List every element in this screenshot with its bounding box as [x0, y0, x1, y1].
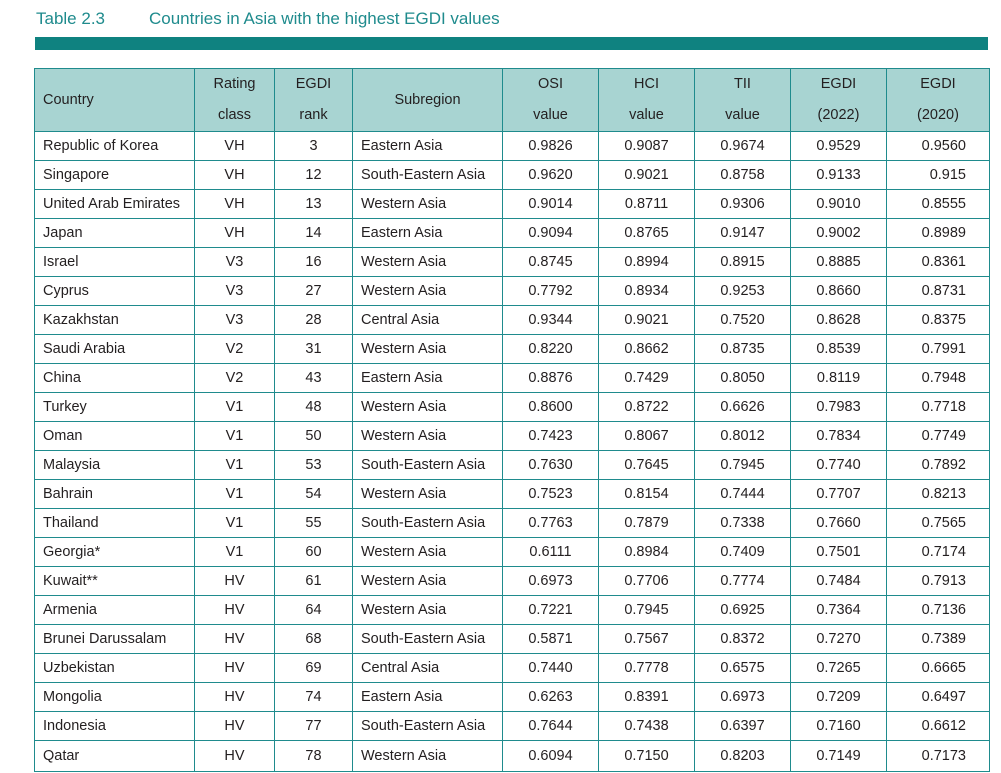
egdi-2020-cell: 0.7173 [887, 741, 990, 772]
country-cell: Oman [35, 422, 195, 451]
subregion-cell: Eastern Asia [353, 219, 503, 248]
osi-value-cell: 0.7630 [503, 451, 599, 480]
table-row [35, 364, 990, 393]
egdi-2022-cell: 0.7983 [791, 393, 887, 422]
header-osi-value: OSI value [503, 69, 599, 132]
egdi-2020-cell: 0.7749 [887, 422, 990, 451]
egdi-rank-cell: 28 [275, 306, 353, 335]
table-row [35, 132, 990, 161]
tii-value-cell: 0.9674 [695, 132, 791, 161]
table-row [35, 335, 990, 364]
egdi-2022-cell: 0.7270 [791, 625, 887, 654]
tii-value-cell: 0.9147 [695, 219, 791, 248]
country-cell: Georgia* [35, 538, 195, 567]
table-row [35, 393, 990, 422]
table-row [35, 277, 990, 306]
country-cell: Malaysia [35, 451, 195, 480]
hci-value-cell: 0.8154 [599, 480, 695, 509]
egdi-2020-cell: 0.7565 [887, 509, 990, 538]
table-number: Table 2.3 [36, 9, 105, 28]
egdi-rank-cell: 12 [275, 161, 353, 190]
hci-value-cell: 0.7438 [599, 712, 695, 741]
osi-value-cell: 0.7221 [503, 596, 599, 625]
tii-value-cell: 0.7520 [695, 306, 791, 335]
subregion-cell: Eastern Asia [353, 132, 503, 161]
egdi-rank-cell: 3 [275, 132, 353, 161]
egdi-rank-cell: 53 [275, 451, 353, 480]
subregion-cell: Western Asia [353, 596, 503, 625]
rating-class-cell: VH [195, 132, 275, 161]
table-row [35, 422, 990, 451]
osi-value-cell: 0.7523 [503, 480, 599, 509]
subregion-cell: Eastern Asia [353, 364, 503, 393]
table-row [35, 509, 990, 538]
tii-value-cell: 0.9306 [695, 190, 791, 219]
country-cell: Cyprus [35, 277, 195, 306]
egdi-2020-cell: 0.8375 [887, 306, 990, 335]
country-cell: Saudi Arabia [35, 335, 195, 364]
subregion-cell: Eastern Asia [353, 683, 503, 712]
tii-value-cell: 0.8758 [695, 161, 791, 190]
table-row [35, 451, 990, 480]
egdi-rank-cell: 50 [275, 422, 353, 451]
hci-value-cell: 0.7645 [599, 451, 695, 480]
rating-class-cell: HV [195, 741, 275, 772]
osi-value-cell: 0.6111 [503, 538, 599, 567]
subregion-cell: Central Asia [353, 306, 503, 335]
rating-class-cell: HV [195, 654, 275, 683]
egdi-2020-cell: 0.9560 [887, 132, 990, 161]
country-cell: Qatar [35, 741, 195, 772]
table-row [35, 190, 990, 219]
egdi-2020-cell: 0.7991 [887, 335, 990, 364]
header-row [35, 69, 990, 132]
rating-class-cell: HV [195, 596, 275, 625]
egdi-2020-cell: 0.915 [887, 161, 990, 190]
header-egdi-2020: EGDI (2020) [887, 69, 990, 132]
tii-value-cell: 0.7945 [695, 451, 791, 480]
rating-class-cell: HV [195, 567, 275, 596]
egdi-2020-cell: 0.6612 [887, 712, 990, 741]
header-rating-class: Rating class [195, 69, 275, 132]
rating-class-cell: V1 [195, 393, 275, 422]
osi-value-cell: 0.5871 [503, 625, 599, 654]
hci-value-cell: 0.7150 [599, 741, 695, 772]
egdi-2022-cell: 0.7707 [791, 480, 887, 509]
egdi-2022-cell: 0.7160 [791, 712, 887, 741]
egdi-2022-cell: 0.7740 [791, 451, 887, 480]
hci-value-cell: 0.9087 [599, 132, 695, 161]
egdi-2020-cell: 0.8213 [887, 480, 990, 509]
egdi-rank-cell: 31 [275, 335, 353, 364]
egdi-2022-cell: 0.9010 [791, 190, 887, 219]
egdi-2020-cell: 0.8361 [887, 248, 990, 277]
country-cell: Turkey [35, 393, 195, 422]
osi-value-cell: 0.9344 [503, 306, 599, 335]
tii-value-cell: 0.8735 [695, 335, 791, 364]
subregion-cell: Central Asia [353, 654, 503, 683]
osi-value-cell: 0.9826 [503, 132, 599, 161]
country-cell: Israel [35, 248, 195, 277]
rating-class-cell: V1 [195, 538, 275, 567]
rating-class-cell: HV [195, 625, 275, 654]
egdi-2022-cell: 0.8660 [791, 277, 887, 306]
egdi-rank-cell: 14 [275, 219, 353, 248]
egdi-rank-cell: 27 [275, 277, 353, 306]
rating-class-cell: V3 [195, 248, 275, 277]
osi-value-cell: 0.7763 [503, 509, 599, 538]
osi-value-cell: 0.6094 [503, 741, 599, 772]
egdi-2022-cell: 0.7484 [791, 567, 887, 596]
table-row [35, 596, 990, 625]
tii-value-cell: 0.8050 [695, 364, 791, 393]
egdi-2020-cell: 0.8731 [887, 277, 990, 306]
tii-value-cell: 0.7774 [695, 567, 791, 596]
subregion-cell: Western Asia [353, 277, 503, 306]
country-cell: Thailand [35, 509, 195, 538]
tii-value-cell: 0.7409 [695, 538, 791, 567]
hci-value-cell: 0.8994 [599, 248, 695, 277]
subregion-cell: Western Asia [353, 335, 503, 364]
table-row [35, 480, 990, 509]
subregion-cell: South-Eastern Asia [353, 625, 503, 654]
tii-value-cell: 0.8012 [695, 422, 791, 451]
osi-value-cell: 0.8745 [503, 248, 599, 277]
egdi-2022-cell: 0.7149 [791, 741, 887, 772]
hci-value-cell: 0.9021 [599, 161, 695, 190]
hci-value-cell: 0.8391 [599, 683, 695, 712]
egdi-rank-cell: 13 [275, 190, 353, 219]
hci-value-cell: 0.8711 [599, 190, 695, 219]
egdi-rank-cell: 43 [275, 364, 353, 393]
egdi-2022-cell: 0.8119 [791, 364, 887, 393]
subregion-cell: Western Asia [353, 538, 503, 567]
hci-value-cell: 0.7778 [599, 654, 695, 683]
rating-class-cell: V2 [195, 364, 275, 393]
hci-value-cell: 0.8662 [599, 335, 695, 364]
egdi-rank-cell: 16 [275, 248, 353, 277]
subregion-cell: Western Asia [353, 393, 503, 422]
rating-class-cell: VH [195, 219, 275, 248]
egdi-2020-cell: 0.7718 [887, 393, 990, 422]
table-row [35, 625, 990, 654]
egdi-rank-cell: 60 [275, 538, 353, 567]
subregion-cell: South-Eastern Asia [353, 712, 503, 741]
osi-value-cell: 0.7792 [503, 277, 599, 306]
title-rule [35, 37, 988, 50]
egdi-2020-cell: 0.7913 [887, 567, 990, 596]
egdi-rank-cell: 61 [275, 567, 353, 596]
rating-class-cell: V1 [195, 451, 275, 480]
rating-class-cell: VH [195, 161, 275, 190]
egdi-2020-cell: 0.6665 [887, 654, 990, 683]
egdi-rank-cell: 54 [275, 480, 353, 509]
tii-value-cell: 0.6973 [695, 683, 791, 712]
osi-value-cell: 0.8876 [503, 364, 599, 393]
header-egdi-rank: EGDI rank [275, 69, 353, 132]
header-country: Country [35, 69, 195, 132]
rating-class-cell: V1 [195, 480, 275, 509]
osi-value-cell: 0.9014 [503, 190, 599, 219]
country-cell: Singapore [35, 161, 195, 190]
rating-class-cell: V3 [195, 277, 275, 306]
hci-value-cell: 0.8934 [599, 277, 695, 306]
header-egdi-2022: EGDI (2022) [791, 69, 887, 132]
tii-value-cell: 0.8203 [695, 741, 791, 772]
subregion-cell: Western Asia [353, 248, 503, 277]
egdi-2022-cell: 0.7834 [791, 422, 887, 451]
table-row [35, 248, 990, 277]
osi-value-cell: 0.9620 [503, 161, 599, 190]
table-row [35, 741, 990, 772]
subregion-cell: Western Asia [353, 567, 503, 596]
egdi-2022-cell: 0.8539 [791, 335, 887, 364]
egdi-2022-cell: 0.8885 [791, 248, 887, 277]
egdi-2020-cell: 0.8555 [887, 190, 990, 219]
subregion-cell: Western Asia [353, 741, 503, 772]
rating-class-cell: V3 [195, 306, 275, 335]
subregion-cell: Western Asia [353, 190, 503, 219]
table-row [35, 538, 990, 567]
egdi-2020-cell: 0.7136 [887, 596, 990, 625]
egdi-2022-cell: 0.7364 [791, 596, 887, 625]
subregion-cell: South-Eastern Asia [353, 161, 503, 190]
subregion-cell: South-Eastern Asia [353, 509, 503, 538]
osi-value-cell: 0.6973 [503, 567, 599, 596]
osi-value-cell: 0.7644 [503, 712, 599, 741]
subregion-cell: Western Asia [353, 480, 503, 509]
osi-value-cell: 0.8220 [503, 335, 599, 364]
country-cell: Uzbekistan [35, 654, 195, 683]
country-cell: Republic of Korea [35, 132, 195, 161]
egdi-2022-cell: 0.7209 [791, 683, 887, 712]
header-hci-value: HCI value [599, 69, 695, 132]
osi-value-cell: 0.9094 [503, 219, 599, 248]
egdi-rank-cell: 68 [275, 625, 353, 654]
egdi-rank-cell: 74 [275, 683, 353, 712]
tii-value-cell: 0.6397 [695, 712, 791, 741]
country-cell: Armenia [35, 596, 195, 625]
egdi-2022-cell: 0.9133 [791, 161, 887, 190]
country-cell: United Arab Emirates [35, 190, 195, 219]
hci-value-cell: 0.7429 [599, 364, 695, 393]
country-cell: Japan [35, 219, 195, 248]
tii-value-cell: 0.8915 [695, 248, 791, 277]
country-cell: Bahrain [35, 480, 195, 509]
tii-value-cell: 0.6626 [695, 393, 791, 422]
table-row [35, 712, 990, 741]
rating-class-cell: HV [195, 683, 275, 712]
country-cell: China [35, 364, 195, 393]
hci-value-cell: 0.8765 [599, 219, 695, 248]
osi-value-cell: 0.8600 [503, 393, 599, 422]
hci-value-cell: 0.7879 [599, 509, 695, 538]
hci-value-cell: 0.8067 [599, 422, 695, 451]
table-row [35, 219, 990, 248]
egdi-rank-cell: 69 [275, 654, 353, 683]
table-row [35, 306, 990, 335]
rating-class-cell: HV [195, 712, 275, 741]
tii-value-cell: 0.6925 [695, 596, 791, 625]
country-cell: Indonesia [35, 712, 195, 741]
osi-value-cell: 0.6263 [503, 683, 599, 712]
hci-value-cell: 0.7706 [599, 567, 695, 596]
tii-value-cell: 0.8372 [695, 625, 791, 654]
hci-value-cell: 0.7945 [599, 596, 695, 625]
egdi-2022-cell: 0.7265 [791, 654, 887, 683]
table-title: Countries in Asia with the highest EGDI values [149, 9, 500, 28]
country-cell: Mongolia [35, 683, 195, 712]
rating-class-cell: V1 [195, 509, 275, 538]
table-row [35, 654, 990, 683]
egdi-rank-cell: 55 [275, 509, 353, 538]
tii-value-cell: 0.7444 [695, 480, 791, 509]
hci-value-cell: 0.8984 [599, 538, 695, 567]
table-caption [36, 9, 500, 29]
egdi-2020-cell: 0.7389 [887, 625, 990, 654]
egdi-2020-cell: 0.7892 [887, 451, 990, 480]
hci-value-cell: 0.8722 [599, 393, 695, 422]
egdi-table [34, 68, 990, 772]
egdi-2020-cell: 0.8989 [887, 219, 990, 248]
egdi-2022-cell: 0.8628 [791, 306, 887, 335]
egdi-2020-cell: 0.6497 [887, 683, 990, 712]
hci-value-cell: 0.7567 [599, 625, 695, 654]
tii-value-cell: 0.9253 [695, 277, 791, 306]
egdi-rank-cell: 77 [275, 712, 353, 741]
table-row [35, 683, 990, 712]
egdi-2022-cell: 0.9002 [791, 219, 887, 248]
osi-value-cell: 0.7440 [503, 654, 599, 683]
egdi-rank-cell: 48 [275, 393, 353, 422]
header-subregion: Subregion [353, 69, 503, 132]
country-cell: Kuwait** [35, 567, 195, 596]
hci-value-cell: 0.9021 [599, 306, 695, 335]
rating-class-cell: VH [195, 190, 275, 219]
rating-class-cell: V2 [195, 335, 275, 364]
country-cell: Kazakhstan [35, 306, 195, 335]
subregion-cell: Western Asia [353, 422, 503, 451]
egdi-2020-cell: 0.7174 [887, 538, 990, 567]
egdi-2022-cell: 0.7660 [791, 509, 887, 538]
rating-class-cell: V1 [195, 422, 275, 451]
subregion-cell: South-Eastern Asia [353, 451, 503, 480]
header-tii-value: TII value [695, 69, 791, 132]
egdi-rank-cell: 78 [275, 741, 353, 772]
egdi-rank-cell: 64 [275, 596, 353, 625]
tii-value-cell: 0.7338 [695, 509, 791, 538]
egdi-2020-cell: 0.7948 [887, 364, 990, 393]
egdi-2022-cell: 0.7501 [791, 538, 887, 567]
tii-value-cell: 0.6575 [695, 654, 791, 683]
table-row [35, 567, 990, 596]
osi-value-cell: 0.7423 [503, 422, 599, 451]
table-row [35, 161, 990, 190]
egdi-2022-cell: 0.9529 [791, 132, 887, 161]
country-cell: Brunei Darussalam [35, 625, 195, 654]
